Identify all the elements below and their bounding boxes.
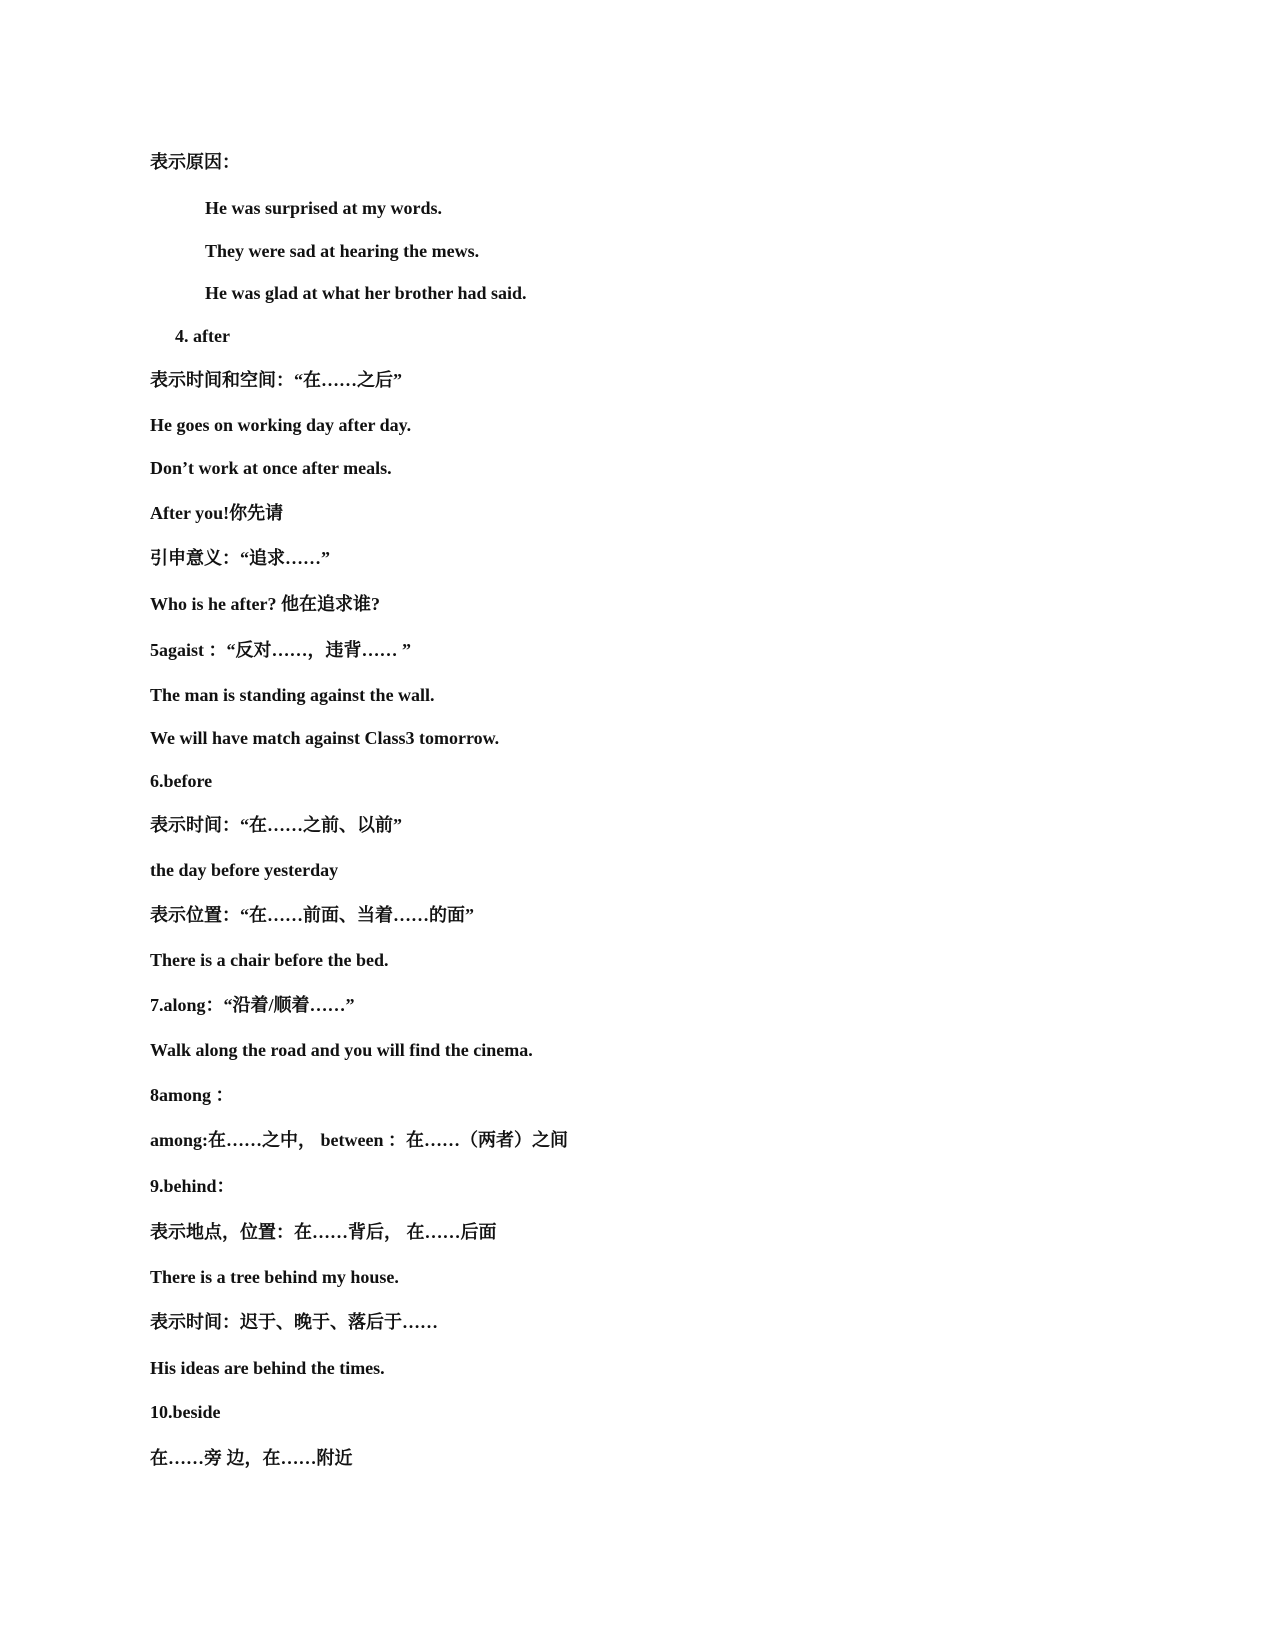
section-heading-among: 8among ： bbox=[150, 1085, 234, 1105]
example-line: We will have match against Class3 tomorrow. bbox=[150, 728, 500, 748]
section-heading-against: 5agaist ：“反对……，违背…… ” bbox=[150, 640, 411, 660]
explanation-line: 引申意义：“追求……” bbox=[150, 548, 330, 568]
explanation-line: 表示位置：“在……前面、当着……的面” bbox=[150, 905, 474, 925]
example-line: His ideas are behind the times. bbox=[150, 1358, 385, 1378]
section-heading-before: 6.before bbox=[150, 771, 213, 791]
example-line: Don’t work at once after meals. bbox=[150, 458, 392, 478]
example-line: He was glad at what her brother had said. bbox=[205, 283, 527, 303]
example-line: Who is he after? 他在追求谁? bbox=[150, 594, 380, 614]
section-heading-after: 4. after bbox=[175, 326, 230, 346]
example-line: the day before yesterday bbox=[150, 860, 339, 880]
example-line: After you!你先请 bbox=[150, 503, 284, 523]
example-line: The man is standing against the wall. bbox=[150, 685, 435, 705]
explanation-line: 表示时间和空间：“在……之后” bbox=[150, 370, 402, 390]
example-line: He was surprised at my words. bbox=[205, 198, 442, 218]
example-line: He goes on working day after day. bbox=[150, 415, 412, 435]
explanation-line: 表示地点，位置：在……背后， 在……后面 bbox=[150, 1222, 497, 1242]
example-line: Walk along the road and you will find the cinema. bbox=[150, 1040, 533, 1060]
example-line: There is a tree behind my house. bbox=[150, 1267, 399, 1287]
section-heading-beside: 10.beside bbox=[150, 1402, 221, 1422]
heading-cause: 表示原因： bbox=[150, 152, 240, 172]
explanation-line: among:在……之中， between ：在……（两者）之间 bbox=[150, 1130, 568, 1150]
section-heading-behind: 9.behind： bbox=[150, 1176, 235, 1196]
explanation-line: 表示时间：“在……之前、以前” bbox=[150, 815, 402, 835]
explanation-line: 表示时间：迟于、晚于、落后于…… bbox=[150, 1312, 438, 1332]
explanation-line: 在……旁 边，在……附近 bbox=[150, 1448, 353, 1468]
example-line: There is a chair before the bed. bbox=[150, 950, 389, 970]
section-heading-along: 7.along：“沿着/顺着……” bbox=[150, 995, 355, 1015]
example-line: They were sad at hearing the mews. bbox=[205, 241, 480, 261]
